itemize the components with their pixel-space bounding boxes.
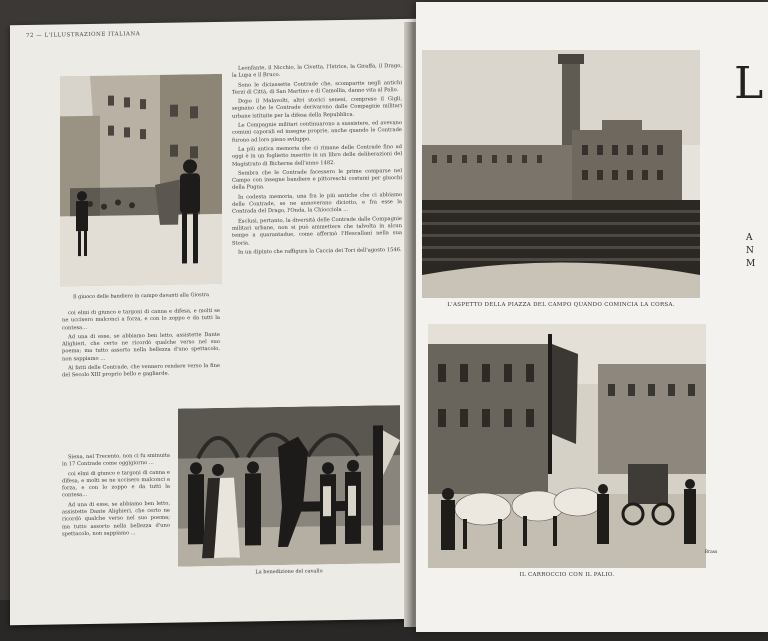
paragraph: Leonfante, il Nicchio, la Civetta, l'Istrice, la Giraffa, il Drago, la Lupa e il Bruco.	[232, 63, 402, 80]
photo-flag-game	[60, 74, 222, 287]
right-page	[416, 2, 768, 632]
caption-horse-blessing: La benedizione del cavallo	[255, 568, 323, 576]
next-page-initial: L	[734, 58, 764, 109]
paragraph: coi elmi di giunco e targoni di canna e difesa, e molti se ne uccisero malconci a forza, e con lo zoppo e da tutti la contesa...	[62, 469, 170, 499]
paragraph: coi elmi di giunco e targoni di canna e difesa, e molti se ne uccisero malconci a forza, e con lo zoppo e da tutti la contesa...	[62, 307, 220, 331]
next-page-edge-text: A N M	[746, 233, 756, 269]
paragraph: Siena, nel Trecento, non ci fu sminuita in 17 Contrade come oggigiorno ...	[62, 452, 170, 468]
paragraph: Ai fatti delle Contrade, che vennero rendere verso la fine del Secolo XIII proprio bello e gagliarde.	[62, 362, 220, 379]
paragraph: Dopo il Malavolti, altri storici senesi, compreso il Gigli, segnano che le Contrade derivarono dalle Compagnie militari urbane istituite per la difesa della Repubblica.	[232, 96, 402, 120]
photo-horse-blessing	[178, 405, 400, 566]
paragraph: Sembra che le Contrade facessero le prime comparse nel Campo con insegne bandiere e pittoreschi costumi per giuochi della Pugna.	[232, 167, 402, 192]
left-column-bottom	[62, 453, 170, 615]
paragraph: Ad una di esse, se abbiamo ben letto, assistette Dante Alighieri, che certo ne ricordò qualche verso nel suo poema; ma tutto assorto nella bellezza d'uno spettacolo, non sappiamo ...	[62, 331, 220, 363]
paragraph: In un dipinto che raffigura la Caccia dei Tori dell'agosto 1546.	[238, 246, 402, 256]
caption-carroccio: IL CARROCCIO CON IL PALIO.	[519, 572, 615, 578]
caption-piazza-campo: L'ASPETTO DELLA PIAZZA DEL CAMPO QUANDO COMINCIA LA CORSA.	[447, 302, 675, 308]
running-head: 72 — L'ILLUSTRAZIONE ITALIANA	[26, 31, 141, 39]
caption-flag-game: Il giuoco delle bandiere in campo davanti alla Giostra	[72, 292, 210, 301]
paragraph: Ad una di esse, se abbiamo ben letto, assistette Dante Alighieri, che certo ne ricordò qualche verso nel suo poema; ma tutto assorto nella bellezza d'uno spettacolo, non sappiamo ...	[62, 500, 170, 538]
paragraph: La più antica memoria che ci rimane delle Contrade fino ad oggi è in un foglietto inserito in un libro delle deliberazioni del Magistrato di Bicherna dell'anno 1482.	[232, 144, 402, 168]
left-column-top	[62, 308, 220, 418]
paragraph: Sono le diciassette Contrade che, scomparite negli antichi Terzi di Città, di San Martino e di Camollia, danno vita al Palio.	[232, 79, 402, 96]
photo-piazza-campo	[422, 50, 700, 298]
paragraph: Esclusi, pertanto, la diversità delle Contrade dalle Compagnie militari urbane, non si può ammettere che talvolta in alcun tempo a quarantadue, come affermò l'Hescallani nella sua Storia.	[232, 215, 402, 247]
right-column	[232, 63, 402, 421]
photo-credit: Brass	[704, 550, 718, 555]
photo-carroccio	[428, 324, 706, 568]
left-page	[10, 19, 418, 625]
paragraph: In codesta memoria, una fra le più antiche che ci abbiamo delle Contrade, se ne annoverano diciotto, e fra esse la Contrada del Drago, l'Onda, la Chiocciola ...	[232, 191, 402, 216]
paragraph: Le Compagnie militari continuarono a sussistere, ed avevano comuni caporali ed insegne proprie, anche quando le Contrade furono ad loro pieno sviluppo.	[232, 120, 402, 144]
